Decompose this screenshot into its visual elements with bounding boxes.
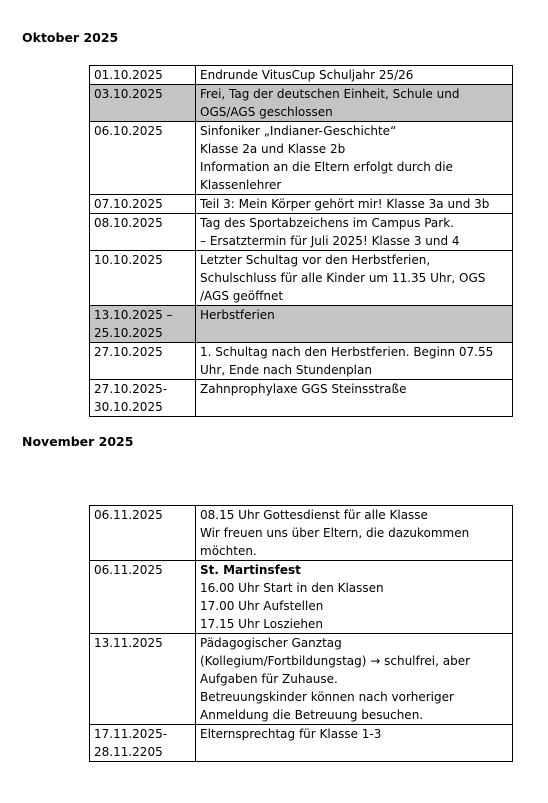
event-row [90,506,513,561]
event-description-line: 17.00 Uhr Aufstellen [200,599,324,613]
event-date [90,214,196,251]
event-description [196,634,513,725]
event-description-line: Tag des Sportabzeichens im Campus Park. [200,216,454,230]
event-date-line: 28.11.2205 [94,745,163,759]
event-description-line: Klassenlehrer [200,178,282,192]
event-date-line: 08.10.2025 [94,216,163,230]
event-description-line: Frei, Tag der deutschen Einheit, Schule und [200,87,460,101]
event-date [90,380,196,417]
event-description-line: Information an die Eltern erfolgt durch die [200,160,453,174]
event-description [196,306,513,343]
event-date [90,725,196,762]
event-description-line: 08.15 Uhr Gottesdienst für alle Klasse [200,508,428,522]
event-description-line: Uhr, Ende nach Stundenplan [200,363,372,377]
event-description-line: – Ersatztermin für Juli 2025! Klasse 3 und 4 [200,234,460,248]
event-date [90,561,196,634]
event-description-line: möchten. [200,544,257,558]
event-description [196,380,513,417]
calendar-table-october [89,65,513,417]
event-date [90,85,196,122]
calendar-table-november [89,505,513,762]
event-date [90,306,196,343]
event-date [90,195,196,214]
event-row [90,343,513,380]
event-description [196,66,513,85]
event-description [196,251,513,306]
event-row [90,380,513,417]
event-description [196,561,513,634]
event-date-line: 10.10.2025 [94,253,163,267]
event-description [196,343,513,380]
event-date [90,66,196,85]
event-description-line: 17.15 Uhr Losziehen [200,617,323,631]
event-row [90,251,513,306]
event-description-line: Zahnprophylaxe GGS Steinsstraße [200,382,407,396]
event-description-line: Schulschluss für alle Kinder um 11.35 Uhr, OGS [200,271,486,285]
event-heading: St. Martinsfest [200,563,301,577]
event-date-line: 06.10.2025 [94,124,163,138]
event-description-line: 16.00 Uhr Start in den Klassen [200,581,384,595]
event-row [90,306,513,343]
event-description-line: Sinfoniker „Indianer-Geschichte“ [200,124,397,138]
event-description [196,725,513,762]
event-description [196,506,513,561]
event-description-line: Pädagogischer Ganztag [200,636,342,650]
event-date-line: 30.10.2025 [94,400,163,414]
event-description-line: (Kollegium/Fortbildungstag) → schulfrei, aber [200,654,471,668]
event-description-line: OGS/AGS geschlossen [200,105,333,119]
event-date [90,122,196,195]
event-description-line: Letzter Schultag vor den Herbstferien, [200,253,431,267]
event-description [196,214,513,251]
event-description-line: /AGS geöffnet [200,289,284,303]
event-date-line: 27.10.2025 [94,345,163,359]
event-description-line: Endrunde VitusCup Schuljahr 25/26 [200,68,414,82]
event-row [90,561,513,634]
event-description-line: 1. Schultag nach den Herbstferien. Beginn 07.55 [200,345,494,359]
event-date-line: 03.10.2025 [94,87,163,101]
event-date-line: 27.10.2025- [94,382,168,396]
event-date [90,634,196,725]
event-row [90,195,513,214]
event-date-line: 17.11.2025- [94,727,168,741]
event-date-line: 13.11.2025 [94,636,163,650]
event-row [90,725,513,762]
event-date-line: 06.11.2025 [94,563,163,577]
event-description-line: Anmeldung die Betreuung besuchen. [200,708,424,722]
event-description [196,85,513,122]
month-heading-october: Oktober 2025 [22,30,119,45]
event-date [90,343,196,380]
event-date-line: 07.10.2025 [94,197,163,211]
event-date-line: 25.10.2025 [94,326,163,340]
event-description-line: Betreuungskinder können nach vorheriger [200,690,454,704]
event-row [90,214,513,251]
event-date-line: 06.11.2025 [94,508,163,522]
event-description-line: Wir freuen uns über Eltern, die dazukommen [200,526,470,540]
event-date [90,506,196,561]
month-heading-november: November 2025 [22,434,134,449]
event-description-line: Teil 3: Mein Körper gehört mir! Klasse 3a und 3b [200,197,490,211]
event-row [90,122,513,195]
event-date-line: 01.10.2025 [94,68,163,82]
event-row [90,634,513,725]
event-date [90,251,196,306]
event-description [196,122,513,195]
event-description-line: Elternsprechtag für Klasse 1-3 [200,727,382,741]
event-row [90,85,513,122]
event-description [196,195,513,214]
event-row [90,66,513,85]
event-description-line: Herbstferien [200,308,275,322]
event-description-line: Klasse 2a und Klasse 2b [200,142,346,156]
event-date-line: 13.10.2025 – [94,308,173,322]
event-description-line: Aufgaben für Zuhause. [200,672,338,686]
